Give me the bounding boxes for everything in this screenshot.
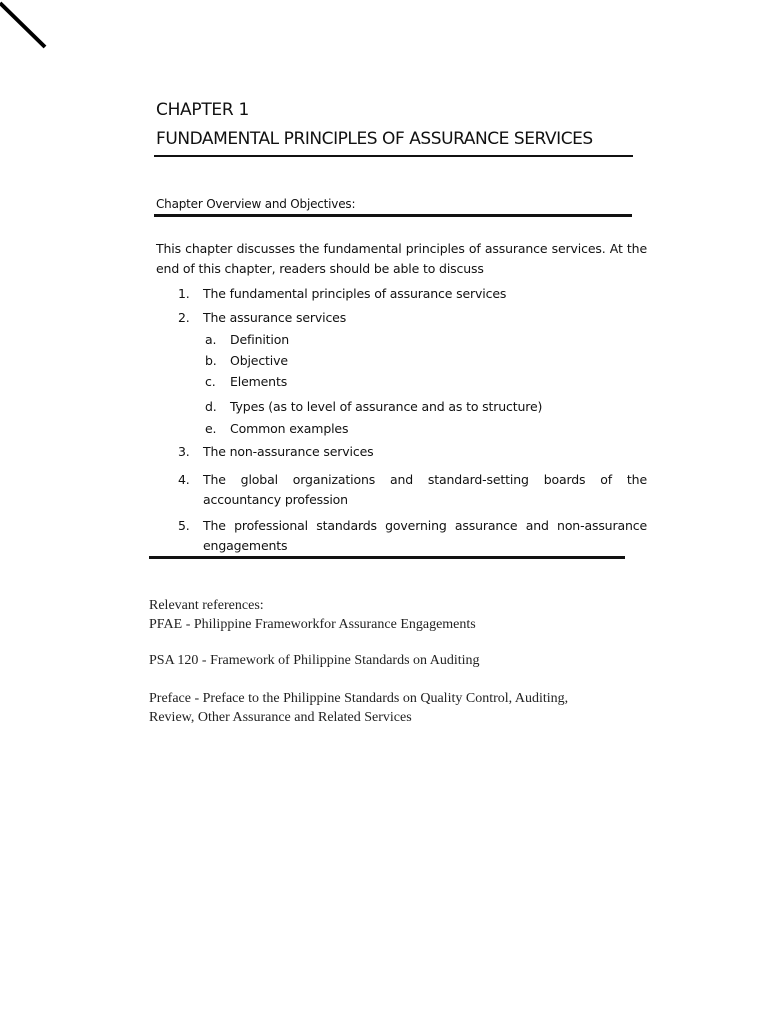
subitem-letter: d. <box>205 399 217 414</box>
objective-item-3 <box>178 442 648 462</box>
item-text: The non-assurance services <box>203 444 374 459</box>
objective-subitem-c <box>205 372 625 392</box>
objective-item-2 <box>178 308 648 328</box>
subitem-text: Elements <box>230 374 288 389</box>
subitem-text: Objective <box>230 353 288 368</box>
item-number: 1. <box>178 286 190 301</box>
item-text: The fundamental principles of assurance services <box>203 286 507 301</box>
objective-item-1 <box>178 284 648 304</box>
title-underline <box>154 155 633 157</box>
objective-item-5 <box>178 516 648 556</box>
item-number: 5. <box>178 518 190 533</box>
subitem-letter: c. <box>205 374 216 389</box>
corner-diagonal-mark <box>0 0 60 60</box>
overview-intro: This chapter discusses the fundamental principles of assurance services. At the end of this chapter, readers should be able to discuss <box>156 241 647 276</box>
overview-underline <box>154 214 632 217</box>
reference-preface-line-2: Review, Other Assurance and Related Services <box>149 710 412 725</box>
subitem-letter: b. <box>205 353 217 368</box>
reference-psa-120: PSA 120 - Framework of Philippine Standards on Auditing <box>149 653 480 668</box>
objective-item-4 <box>178 470 648 510</box>
objective-subitem-a <box>205 330 625 350</box>
subitem-letter: a. <box>205 332 217 347</box>
item-text: The professional standards governing assurance and non-assurance engagements <box>203 518 647 553</box>
chapter-label: CHAPTER 1 <box>156 100 249 120</box>
subitem-text: Common examples <box>230 421 349 436</box>
item-number: 2. <box>178 310 190 325</box>
objective-subitem-b <box>205 351 625 371</box>
chapter-title: FUNDAMENTAL PRINCIPLES OF ASSURANCE SERVICES <box>156 129 593 149</box>
objective-subitem-e <box>205 419 625 439</box>
overview-heading: Chapter Overview and Objectives: <box>156 197 356 211</box>
reference-preface-line-1: Preface - Preface to the Philippine Standards on Quality Control, Auditing, <box>149 691 569 706</box>
subitem-text: Types (as to level of assurance and as to structure) <box>230 399 543 414</box>
reference-pfae: PFAE - Philippine Frameworkfor Assurance Engagements <box>149 617 476 632</box>
item-number: 4. <box>178 472 190 487</box>
section-bottom-rule <box>149 556 625 559</box>
item-text: The global organizations and standard-setting boards of the accountancy profession <box>203 472 647 507</box>
references-heading: Relevant references: <box>149 598 264 613</box>
subitem-letter: e. <box>205 421 217 436</box>
item-text: The assurance services <box>203 310 347 325</box>
item-number: 3. <box>178 444 190 459</box>
subitem-text: Definition <box>230 332 290 347</box>
objective-subitem-d <box>205 397 625 417</box>
